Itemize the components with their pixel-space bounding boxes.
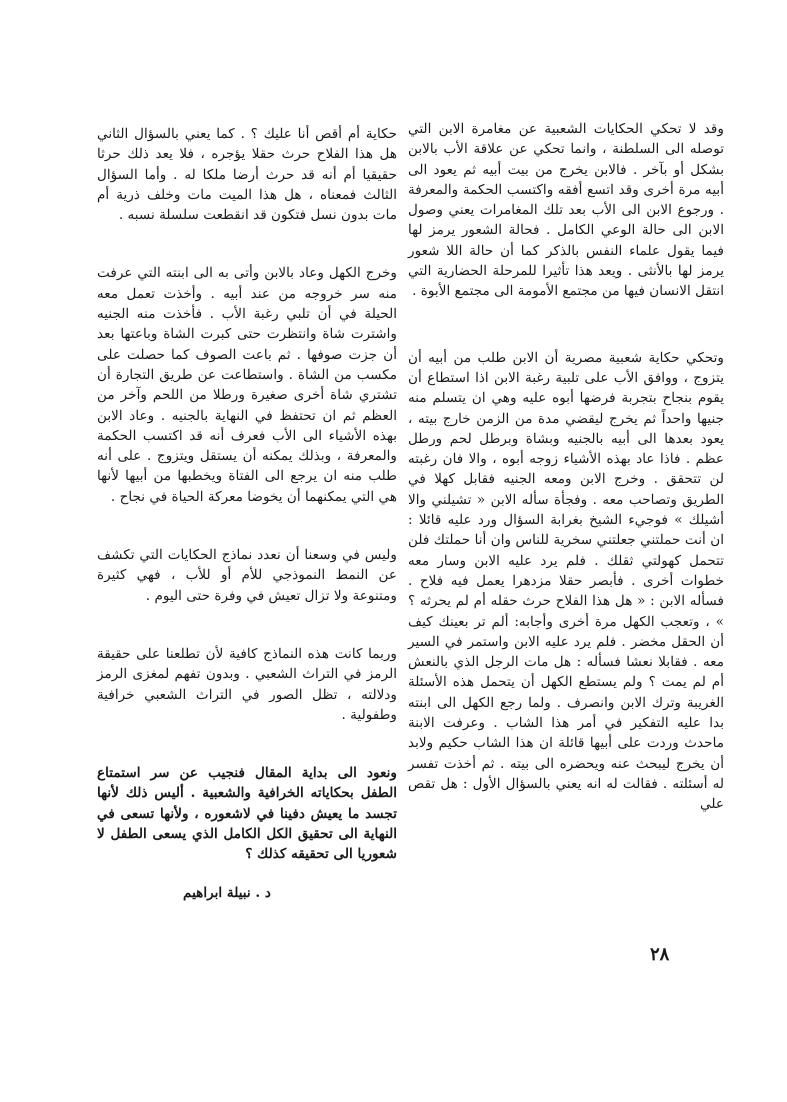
paragraph: وليس في وسعنا أن نعدد نماذج الحكايات التي تكشف عن النمط النموذجي للأم أو للأب ، فهي كثيرة ومتنوعة ولا تزال تعيش في وفرة حتى اليوم . [97, 547, 397, 604]
page-number: ٢٨ [650, 944, 670, 965]
paragraph: وتحكي حكاية شعبية مصرية أن الابن طلب من أبيه أن يتزوج ، ووافق الأب على تلبية رغبة الابن اذا استطاع أن يقوم بنجاح بتجربة فرضها أبوه عليه وهي ان يتسلم منه جنيها واحداً ثم يخرج ليقضي مدة من الزمن خارج بيته ، يعود بعدها الى أبيه بالجنيه وبشاة وبرطل لحم ورطل عظم . فاذا عاد بهذه الأشياء زوجه أبوه ، والا فان رغبته لن تتحقق . وخرج الابن ومعه الجنيه فقابل كهلا في الطريق وتصاحب معه . وفجأة سأله الابن « تشيلني والا أشيلك » فوجيء الشيخ بغرابة السؤال ورد عليه قائلا : ان أنت حملتني جعلتني سخرية للناس وان أنا حملتك فلن تتحمل كهولتي ثقلك . فلم يرد عليه الابن وسار معه خطوات أخرى . فأبصر حقلا مزدهرا يعمل فيه فلاح . فسأله الابن : « هل هذا الفلاح حرث حقله أم لم يحرثه ؟ » ، وتعجب الكهل مرة أخرى وأجابه: ألم تر بعينك كيف أن الحقل مخضر . فلم يرد عليه الابن واستمر في السير معه . فقابلا نعشا فسأله : هل مات الرجل الذي بالنعش أم لم يمت ؟ ولم يستطع الكهل أن يتحمل هذه الأسئلة الغريبة وترك الابن وانصرف . ولما رجع الكهل الى ابنته بدا عليه التفكير في أمر هذا الشاب . وعرفت الابنة ماحدث وردت على أبيها قائلة ان هذا الشاب حكيم ولابد أن يخرج ليبحث عنه ويحضره الى بيته . ثم أخذت تفسر له أسئلته . فقالت له انه يعني بالسؤال الأول : هل تقص علي [408, 349, 724, 813]
paragraph-gap [97, 725, 397, 763]
paragraph: وربما كانت هذه النماذج كافية لأن تطلعنا على حقيقة الرمز في التراث الشعبي . وبدون تفهم لمغزى الرمز ودلالته ، تظل الصور في التراث الشعبي خرافية وطفولية . [97, 645, 397, 723]
author-signature: د . نبيلة ابراهيم [183, 884, 271, 901]
paragraph: وقد لا تحكي الحكايات الشعبية عن مغامرة الابن التي توصله الى السلطنة ، وانما تحكي عن علاقة الأب بالابن بشكل أو بآخر . فالابن يخرج من بيت أبيه ثم يعود الى أبيه مرة أخرى وقد اتسع أفقه واكتسب الحكمة والمعرفة . ورجوع الابن الى الأب بعد تلك المغامرات يعني وصول الابن الى حالة الوعي الكامل . فحالة الشعور يرمز لها فيما يقول علماء النفس بالذكر كما أن حالة اللا شعور يرمز لها بالأنثى . ويعد هذا تأثيرا للمرحلة الحضارية التي انتقل الانسان فيها من مجتمع الأمومة الى مجتمع الأبوة . [408, 121, 724, 300]
paragraph: حكاية أم أقص أنا عليك ؟ . كما يعني بالسؤال الثاني هل هذا الفلاح حرث حقلا يؤجره ، فلا يعد ذلك حرثا حقيقيا أم أنه قد حرث أرضا ملكا له . وأما السؤال الثالث فمعناه ، هل هذا الميت مات وخلف ذرية أم مات بدون نسل فتكون قد انقطعت سلسلة نسبه . [97, 126, 397, 224]
paragraph-gap [97, 507, 397, 545]
right-column [408, 119, 724, 815]
left-column [97, 124, 397, 903]
paragraph-gap [97, 606, 397, 644]
conclusion-paragraph: ونعود الى بداية المقال فنجيب عن سر استمتاع الطفل بحكاياته الخرافية والشعبية . أليس ذلك لأنها تجسد ما يعيش دفينا في لاشعوره ، ولأنها تسعى في النهاية الى تحقيق الكل الكامل الذي يسعى الطفل لا شعوريا الى تحقيقه كذلك ؟ [97, 765, 397, 863]
paragraph-gap [408, 302, 724, 348]
paragraph: وخرج الكهل وعاد بالابن وأتى به الى ابنته التي عرفت منه سر خروجه من عند أبيه . وأخذت تعمل معه الحيلة في أن تلبي رغبة الأب . فأخذت منه الجنيه واشترت شاة وانتظرت حتى كبرت الشاة وباعتها بعد أن جزت صوفها . ثم باعت الصوف كما حصلت على مكسب من الشاة . واستطاعت عن طريق التجارة أن تشتري شاة أخرى صغيرة ورطلا من اللحم وآخر من العظم ثم ان تحتفظ في النهاية بالجنيه . وعاد الابن بهذه الأشياء الى الأب فعرف أنه قد اكتسب الحكمة والمعرفة ، وبذلك يمكنه أن يستقل ويتزوج . على أنه طلب منه ان يرجع الى الفتاة ويخطبها من أبيها لأنها هي التي يمكنهما أن يخوضا معركة الحياة في نجاح . [97, 265, 397, 505]
paragraph-gap [97, 225, 397, 263]
